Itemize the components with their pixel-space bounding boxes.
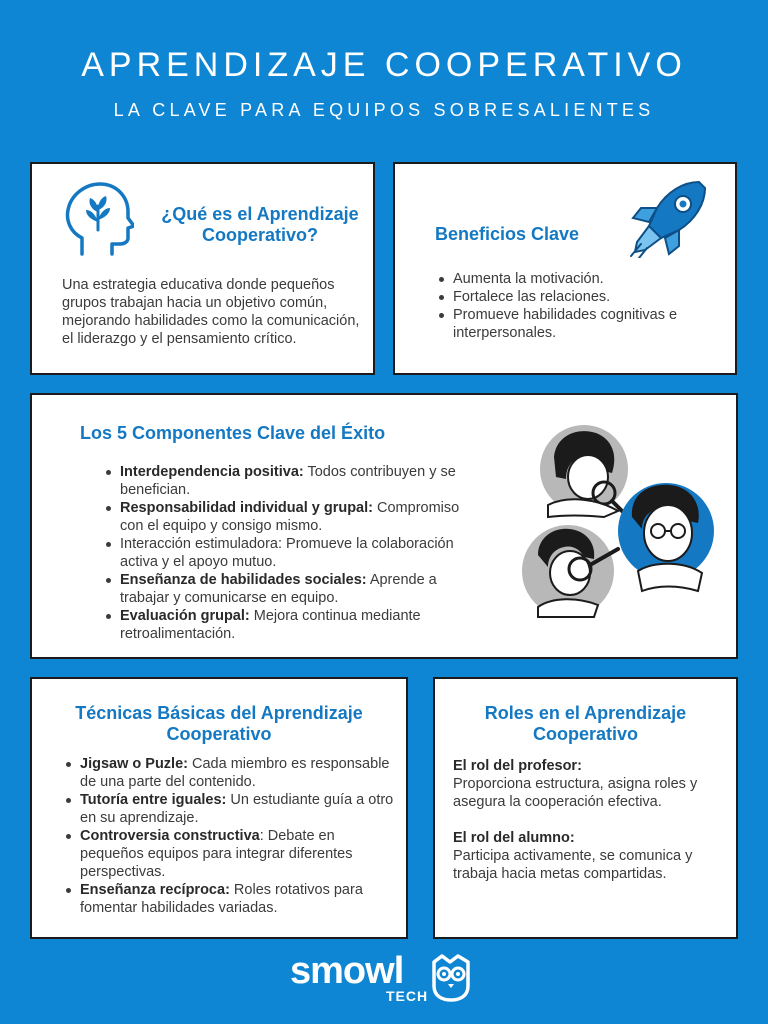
- item-bold: Enseñanza de habilidades sociales:: [120, 572, 367, 588]
- list-item: [64, 755, 394, 791]
- item-text: Roles rotativos para fomentar habilidades variadas.: [80, 882, 363, 916]
- roles-card: [433, 677, 738, 939]
- logo-word: smowl: [290, 950, 404, 992]
- techniques-list: [64, 755, 394, 917]
- list-item: [104, 535, 484, 571]
- smowl-tech-logo: [290, 950, 490, 1010]
- item-text: Todos contribuyen y se benefician.: [120, 464, 456, 498]
- teacher-role-title: El rol del profesor:: [453, 758, 582, 774]
- item-text: Interacción estimuladora: Promueve la colaboración activa y el apoyo mutuo.: [120, 536, 454, 570]
- item-bold: Responsabilidad individual y grupal:: [120, 500, 373, 516]
- item-text: Cada miembro es responsable de una parte del contenido.: [80, 756, 390, 790]
- item-text: : Debate en pequeños equipos para integrar diferentes perspectivas.: [80, 828, 353, 880]
- item-bold: Enseñanza recíproca:: [80, 882, 230, 898]
- owl-icon: [428, 952, 474, 1002]
- components-heading: Los 5 Componentes Clave del Éxito: [80, 423, 386, 443]
- list-item: [64, 881, 394, 917]
- list-item: [104, 499, 484, 535]
- head-plant-icon: [62, 180, 134, 265]
- list-item: [104, 571, 484, 607]
- item-text: Aprende a trabajar y comunicarse en equipo.: [120, 572, 437, 606]
- item-bold: Jigsaw o Puzle:: [80, 756, 188, 772]
- components-card: [30, 393, 738, 659]
- list-item: [64, 827, 394, 881]
- student-role-text: Participa activamente, se comunica y trabaja hacia metas compartidas.: [453, 848, 693, 882]
- rocket-icon: [627, 178, 709, 263]
- item-bold: Controversia constructiva: [80, 828, 260, 844]
- student-role-title: El rol del alumno:: [453, 830, 575, 846]
- components-list: [104, 463, 484, 643]
- item-text: Compromiso con el equipo y consigo mismo.: [120, 500, 460, 534]
- benefit-item: Fortalece las relaciones.: [437, 288, 727, 306]
- techniques-card: [30, 677, 408, 939]
- what-is-heading: ¿Qué es el Aprendizaje Cooperativo?: [161, 204, 359, 245]
- benefits-card: [393, 162, 737, 375]
- roles-body: [453, 757, 733, 883]
- benefit-item: Promueve habilidades cognitivas e interpersonales.: [437, 306, 727, 342]
- benefit-item: Aumenta la motivación.: [437, 270, 727, 288]
- techniques-heading: Técnicas Básicas del Aprendizaje Cooperativo: [75, 703, 363, 744]
- page-title: APRENDIZAJE COOPERATIVO: [81, 46, 687, 84]
- logo-tech: TECH: [386, 988, 429, 1004]
- people-magnifier-illustration: [508, 421, 718, 626]
- item-text: Un estudiante guía a otro en su aprendizaje.: [80, 792, 394, 826]
- list-item: [104, 607, 484, 643]
- item-bold: Interdependencia positiva:: [120, 464, 304, 480]
- item-bold: Tutoría entre iguales:: [80, 792, 227, 808]
- item-text: Mejora continua mediante retroalimentación.: [120, 608, 421, 642]
- roles-heading: Roles en el Aprendizaje Cooperativo: [484, 703, 687, 744]
- item-bold: Evaluación grupal:: [120, 608, 250, 624]
- list-item: [104, 463, 484, 499]
- what-is-text: Una estrategia educativa donde pequeños grupos trabajan hacia un objetivo común, mejorando habilidades como la comunicación, el liderazgo y el pensamiento crítico.: [62, 277, 360, 347]
- what-is-card: [30, 162, 375, 375]
- benefits-heading: Beneficios Clave: [435, 224, 580, 244]
- page-subtitle: LA CLAVE PARA EQUIPOS SOBRESALIENTES: [113, 100, 655, 120]
- teacher-role-text: Proporciona estructura, asigna roles y asegura la cooperación efectiva.: [453, 776, 698, 810]
- benefits-list: [437, 270, 727, 342]
- list-item: [64, 791, 394, 827]
